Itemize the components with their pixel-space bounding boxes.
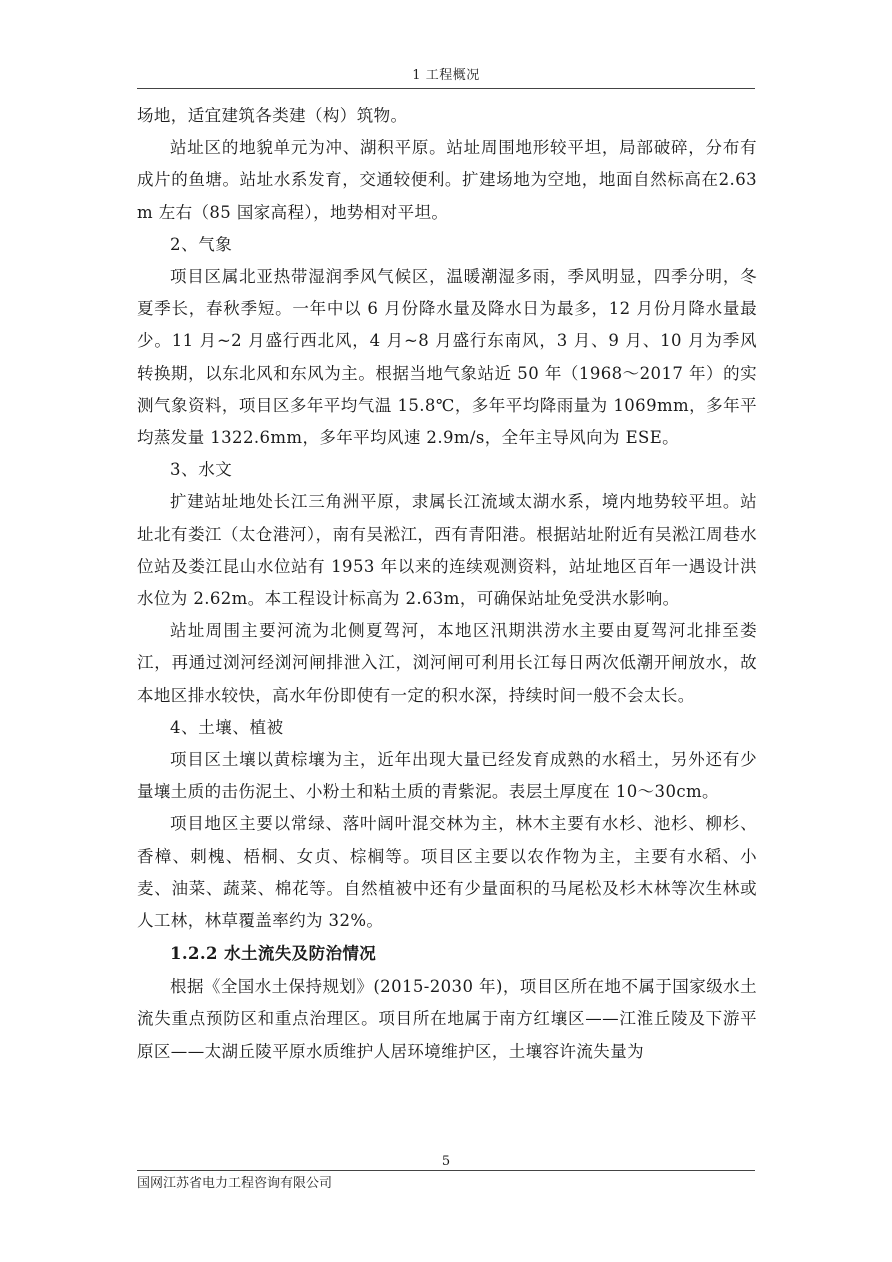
running-header: 1 工程概况 xyxy=(412,68,480,83)
paragraph-soil: 项目区土壤以黄棕壤为主，近年出现大量已经发育成熟的水稻土，另外还有少量壤土质的击伤泥土、小粉土和粘土质的青紫泥。表层土厚度在 10～30cm。 xyxy=(137,750,757,802)
footer-rule xyxy=(137,1170,755,1171)
paragraph-soil-erosion: 根据《全国水土保持规划》(2015-2030 年)，项目区所在地不属于国家级水土流失重点预防区和重点治理区。项目所在地属于南方红壤区——江淮丘陵及下游平原区——太湖丘陵平原水质维护人居环境维护区，土壤容许流失量为 xyxy=(137,977,757,1061)
paragraph-landform: 站址区的地貌单元为冲、湖积平原。站址周围地形较平坦，局部破碎，分布有成片的鱼塘。站址水系发育，交通较便利。扩建场地为空地，地面自然标高在2.63m 左右（85 国家高程），地势相对平坦。 xyxy=(137,138,757,222)
page-number: 5 xyxy=(441,1154,451,1169)
document-body xyxy=(137,100,757,1068)
subheading-climate: 2、气象 xyxy=(170,234,233,254)
subheading-soil-vegetation: 4、土壤、植被 xyxy=(170,717,284,737)
subheading-hydrology: 3、水文 xyxy=(170,460,233,480)
paragraph-vegetation: 项目地区主要以常绿、落叶阔叶混交林为主，林木主要有水杉、池杉、柳杉、香樟、刺槐、梧桐、女贞、棕榈等。项目区主要以农作物为主，主要有水稻、小麦、油菜、蔬菜、棉花等。自然植被中还有少量面积的马尾松及杉木林等次生林或人工林，林草覆盖率约为 32%。 xyxy=(137,814,757,931)
paragraph-hydrology: 扩建站址地处长江三角洲平原，隶属长江流域太湖水系，境内地势较平坦。站址北有娄江（太仓港河），南有吴淞江，西有青阳港。根据站址附近有吴淞江周巷水位站及娄江昆山水位站有 1953 年以来的连续观测资料，站址地区百年一遇设计洪水位为 2.62m。本工程设计标高为 2.63m，可确保站址免受洪水影响。 xyxy=(137,492,757,609)
header-rule xyxy=(137,88,755,89)
paragraph-climate: 项目区属北亚热带湿润季风气候区，温暖潮湿多雨，季风明显，四季分明，冬夏季长，春秋季短。一年中以 6 月份降水量及降水日为最多，12 月份月降水量最少。11 月~2 月盛行西北风，4 月~8 月盛行东南风，3 月、9 月、10 月为季风转换期，以东北风和东风为主。根据当地气象站近 50 年（1968～2017 年）的实测气象资料，项目区多年平均气温 15.8℃，多年平均降雨量为 1069mm，多年平均蒸发量 1322.6mm，多年平均风速 2.9m/s，全年主导风向为 ESE。 xyxy=(137,267,757,448)
section-heading-soil-erosion: 1.2.2 水土流失及防治情况 xyxy=(170,944,377,964)
paragraph-continued: 场地，适宜建筑各类建（构）筑物。 xyxy=(137,106,408,125)
footer-company-name: 国网江苏省电力工程咨询有限公司 xyxy=(137,1176,333,1191)
paragraph-rivers: 站址周围主要河流为北侧夏驾河，本地区汛期洪涝水主要由夏驾河北排至娄江，再通过浏河经浏河闸排泄入江，浏河闸可利用长江每日两次低潮开闸放水，故本地区排水较快，高水年份即使有一定的积水深，持续时间一般不会太长。 xyxy=(137,621,757,705)
